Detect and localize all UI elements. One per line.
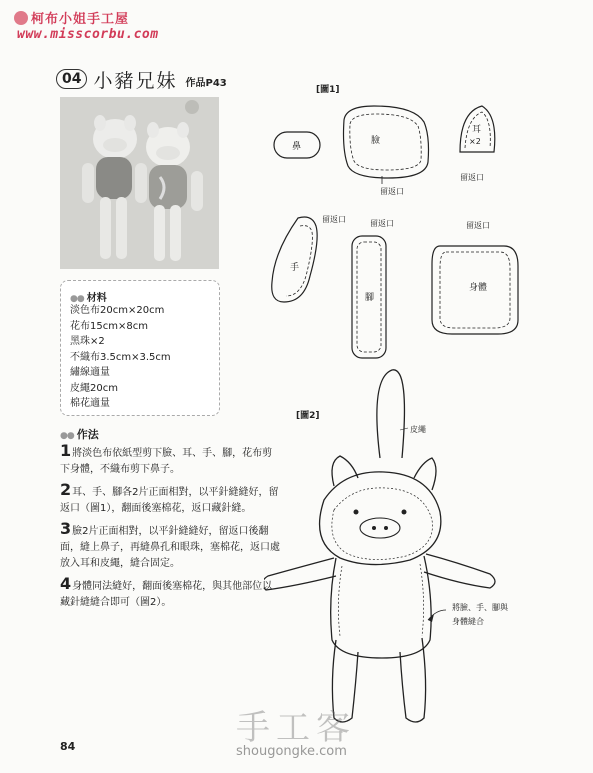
- pig-right-arm: [424, 554, 495, 588]
- materials-item: 淡色布20cm×20cm: [70, 305, 165, 316]
- pig-head-seam: [332, 488, 433, 560]
- pig-left-arm: [264, 558, 336, 590]
- method-step: [60, 521, 282, 572]
- watermark-url: shougongke.com: [236, 744, 347, 759]
- leg-opening-label: 留返口: [370, 219, 394, 228]
- fig2-label: [圖2]: [296, 411, 320, 421]
- title-ref: 作品P43: [185, 77, 227, 89]
- pig-right-leg: [400, 638, 426, 722]
- pig-eye-right: [402, 510, 407, 515]
- materials-item: 花布15cm×8cm: [70, 320, 148, 332]
- method-step: [60, 443, 282, 478]
- fig1-label: [圖1]: [316, 85, 340, 95]
- face-label: 臉: [371, 136, 381, 146]
- step-text: 臉2片正面相對，以平針縫縫好，留返口後翻面，縫上鼻子，再縫鼻孔和眼珠，塞棉花，返口處放入耳和皮繩，縫合固定。: [60, 526, 280, 569]
- dots-icon: ●●: [60, 431, 74, 441]
- pig-nostril: [384, 526, 388, 530]
- pig-dolls-photo: [60, 97, 219, 269]
- ear-count: ×2: [469, 137, 481, 146]
- step-text: 身體同法縫好，翻面後塞棉花，與其他部位以藏針縫縫合即可（圖2）。: [60, 581, 273, 608]
- pig-left-ear: [332, 456, 358, 486]
- dots-icon: ●●: [70, 294, 84, 304]
- materials-item: 不織布3.5cm×3.5cm: [70, 351, 171, 363]
- hand-label: 手: [290, 263, 300, 273]
- leather-cord: [377, 370, 405, 458]
- face-opening-label: 留返口: [380, 187, 404, 196]
- step-text: 將淡色布依紙型剪下臉、耳、手、腳，花布剪下身體，不織布剪下鼻子。: [60, 448, 273, 475]
- title-text: 小豬兄妹: [93, 69, 178, 92]
- materials-item: 皮繩20cm: [70, 382, 118, 394]
- body-opening-label: 留返口: [466, 221, 490, 230]
- face-piece: [344, 106, 429, 178]
- cord-label: 皮繩: [410, 425, 426, 434]
- product-photo: [60, 97, 219, 269]
- ear-label: 耳: [472, 125, 482, 135]
- page-number: 84: [60, 740, 76, 753]
- watermark-logo: 手工客: [236, 708, 356, 748]
- hand-opening-label: 留返口: [322, 215, 346, 224]
- method-step: [60, 576, 282, 611]
- fig2-note-line2: 身體縫合: [452, 617, 484, 626]
- body-label: 身體: [469, 283, 488, 293]
- step-number: 2: [60, 480, 72, 499]
- materials-item: 棉花適量: [70, 398, 110, 409]
- brand-girl-icon: [14, 11, 28, 25]
- pig-body: [331, 556, 431, 658]
- materials-item: 黑珠×2: [70, 336, 105, 347]
- step-number: 4: [60, 574, 72, 593]
- pig-body-seam: [338, 566, 342, 636]
- face-seam: [350, 114, 421, 170]
- pig-eye-left: [354, 510, 359, 515]
- nose-label: 鼻: [292, 142, 302, 152]
- hand-seam: [286, 226, 312, 296]
- pig-right-ear: [414, 458, 436, 490]
- pattern-diagram: [264, 80, 564, 730]
- hand-piece: [272, 217, 317, 302]
- step-text: 耳、手、腳各2片正面相對，以平針縫縫好，留返口（圖1），翻面後塞棉花，返口藏針縫。: [60, 487, 279, 514]
- method-steps: [60, 443, 282, 615]
- step-number: 3: [60, 519, 72, 538]
- materials-item: 繡線適量: [70, 367, 110, 378]
- materials-heading: ●● 材料: [70, 293, 107, 304]
- page-title: [56, 62, 227, 96]
- brand-name: 柯布小姐手工屋: [14, 8, 129, 27]
- pig-snout: [360, 518, 400, 538]
- fig2-note-line1: 將臉、手、腳與: [452, 603, 508, 612]
- leg-label: 腳: [365, 293, 375, 303]
- ear-opening-label: 留返口: [460, 173, 484, 182]
- method-step: [60, 482, 282, 517]
- brand-url[interactable]: www.misscorbu.com: [17, 27, 159, 42]
- method-heading: ●● 作法: [60, 428, 99, 441]
- materials-list: [70, 303, 171, 412]
- step-number: 1: [60, 441, 72, 460]
- title-number: 04: [56, 69, 87, 89]
- pig-nostril: [372, 526, 376, 530]
- pig-body-seam: [420, 564, 424, 636]
